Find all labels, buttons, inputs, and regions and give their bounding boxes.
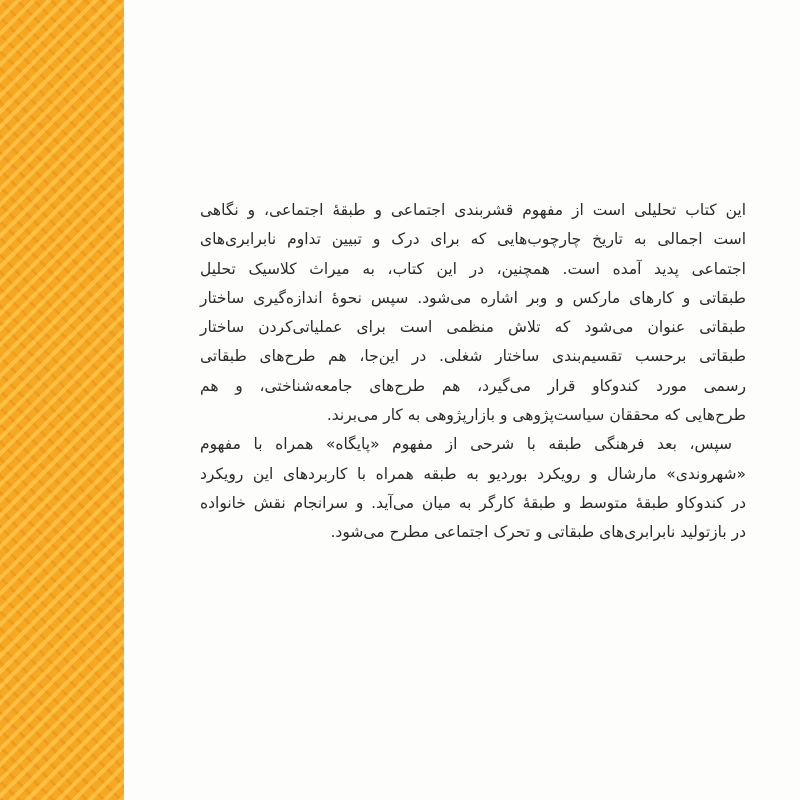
blurb-line: است اجمالی به تاریخ چارچوب‌هایی که برای درک و تبیین تداوم نابرابری‌های <box>200 230 746 249</box>
blurb-line: طبقاتی عنوان می‌شود که تلاش منظمی است برای عملیاتی‌کردن ساختار <box>200 318 746 337</box>
blurb-line: طبقاتی برحسب تقسیم‌بندی ساختار شغلی. در این‌جا، هم طرح‌های طبقاتی <box>200 347 746 366</box>
blurb-line: سپس، بعد فرهنگی طبقه با شرحی از مفهوم «پایگاه» همراه با مفهوم <box>200 435 732 454</box>
blurb-line: اجتماعی پدید آمده است. همچنین، در این کتاب، به میراث کلاسیک تحلیل <box>200 259 746 278</box>
decorative-pattern-strip <box>0 0 124 800</box>
blurb-line: طرح‌هایی که محققان سیاست‌پژوهی و بازارپژوهی به کار می‌برند. <box>326 406 746 425</box>
blurb-line: رسمی مورد کندوکاو قرار می‌گیرد، هم طرح‌های جامعه‌شناختی، و هم <box>200 376 746 395</box>
blurb-line: در کندوکاو طبقهٔ متوسط و طبقهٔ کارگر به میان می‌آید. و سرانجام نقش خانواده <box>200 493 746 512</box>
blurb-line: طبقاتی و کارهای مارکس و وبر اشاره می‌شود. سپس نحوهٔ اندازه‌گیری ساختار <box>200 288 746 307</box>
blurb-line: در بازتولید نابرابری‌های طبقاتی و تحرک اجتماعی مطرح می‌شود. <box>330 523 746 542</box>
book-description <box>200 196 746 548</box>
blurb-line: این کتاب تحلیلی است از مفهوم قشربندی اجتماعی و طبقهٔ اجتماعی، و نگاهی <box>200 201 746 219</box>
blurb-line: «شهروندی» مارشال و رویکرد بوردیو به طبقه همراه با کاربردهای این رویکرد <box>200 464 746 483</box>
